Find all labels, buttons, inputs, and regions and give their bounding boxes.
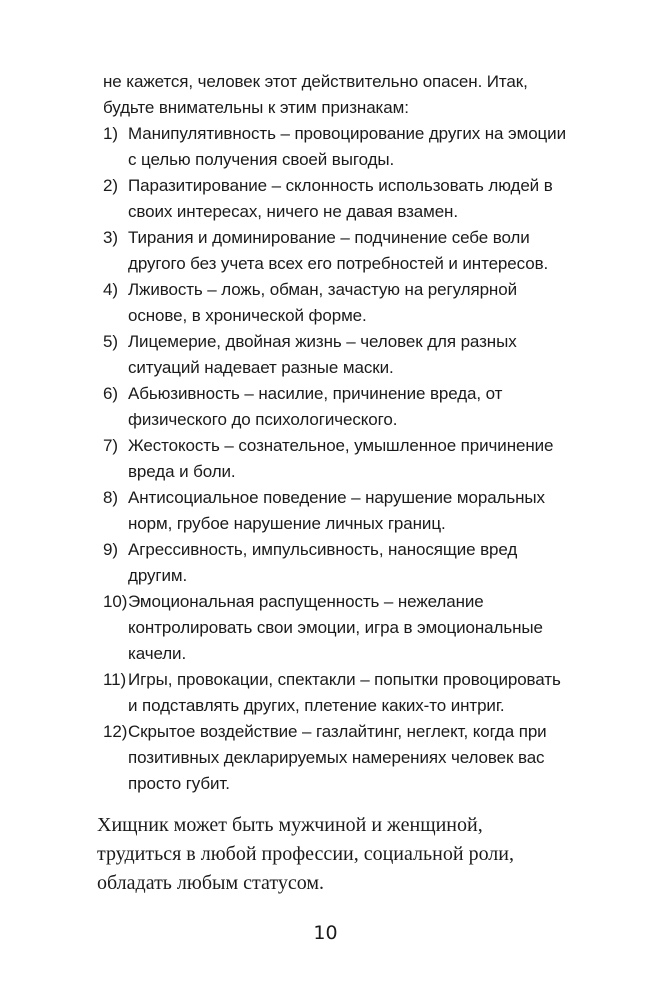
list-item-text: Скрытое воздействие – газлайтинг, неглект, когда при позитивных декларируемых намерениях человек вас просто губит. bbox=[128, 722, 547, 793]
list-item bbox=[103, 381, 568, 433]
list-item-number: 2) bbox=[103, 176, 118, 195]
list-item-text: Тирания и доминирование – подчинение себе воли другого без учета всех его потребностей и интересов. bbox=[128, 228, 549, 273]
signs-list bbox=[103, 121, 568, 797]
list-item-number: 6) bbox=[103, 384, 118, 403]
list-item-text: Лицемерие, двойная жизнь – человек для разных ситуаций надевает разные маски. bbox=[128, 332, 517, 377]
list-item-number: 1) bbox=[103, 124, 118, 143]
list-item bbox=[103, 277, 568, 329]
list-item-text: Лживость – ложь, обман, зачастую на регулярной основе, в хронической форме. bbox=[128, 280, 517, 325]
list-item-number: 10) bbox=[103, 592, 128, 611]
list-item bbox=[103, 589, 568, 667]
list-item-text: Игры, провокации, спектакли – попытки провоцировать и подставлять других, плетение каких-то интриг. bbox=[128, 670, 561, 715]
list-item bbox=[103, 485, 568, 537]
closing-paragraph: Хищник может быть мужчиной и женщиной, трудиться в любой профессии, социальной роли, обладать любым статусом. bbox=[97, 814, 514, 894]
page-number: 10 bbox=[313, 922, 338, 944]
list-item-text: Манипулятивность – провоцирование других на эмоции с целью получения своей выгоды. bbox=[128, 124, 566, 169]
list-item-number: 3) bbox=[103, 228, 118, 247]
list-item-number: 12) bbox=[103, 722, 128, 741]
list-item bbox=[103, 225, 568, 277]
list-item bbox=[103, 121, 568, 173]
list-item-number: 11) bbox=[103, 670, 127, 689]
list-item-number: 5) bbox=[103, 332, 118, 351]
list-item-number: 4) bbox=[103, 280, 118, 299]
list-item-text: Паразитирование – склонность использовать людей в своих интересах, ничего не давая взамен. bbox=[128, 176, 553, 221]
list-item-text: Агрессивность, импульсивность, наносящие вред другим. bbox=[128, 540, 518, 585]
list-item bbox=[103, 329, 568, 381]
intro-paragraph: не кажется, человек этот действительно опасен. Итак, будьте внимательны к этим признакам: bbox=[103, 72, 528, 117]
list-item-text: Эмоциональная распущенность – нежелание контролировать свои эмоции, игра в эмоциональные качели. bbox=[128, 592, 543, 663]
list-item-text: Антисоциальное поведение – нарушение моральных норм, грубое нарушение личных границ. bbox=[128, 488, 545, 533]
list-item-text: Абьюзивность – насилие, причинение вреда, от физического до психологического. bbox=[128, 384, 503, 429]
list-item-text: Жестокость – сознательное, умышленное причинение вреда и боли. bbox=[128, 436, 554, 481]
list-item bbox=[103, 537, 568, 589]
list-item bbox=[103, 433, 568, 485]
list-item bbox=[103, 173, 568, 225]
list-item-number: 9) bbox=[103, 540, 118, 559]
list-item-number: 7) bbox=[103, 436, 118, 455]
list-item-number: 8) bbox=[103, 488, 118, 507]
list-item bbox=[103, 719, 568, 797]
list-item bbox=[103, 667, 568, 719]
